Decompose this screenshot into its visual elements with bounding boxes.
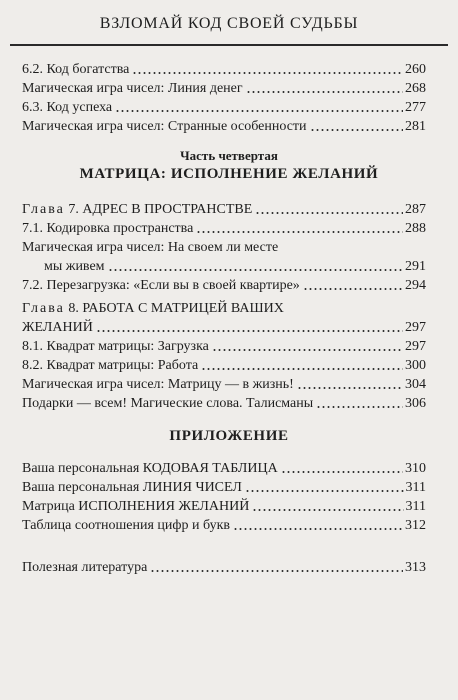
leader-dots (196, 220, 403, 234)
toc-entry[interactable]: мы живем 291 (44, 259, 426, 274)
toc-entry[interactable]: Магическая игра чисел: Линия денег 268 (22, 81, 426, 96)
appendix-title: ПРИЛОЖЕНИЕ (169, 428, 289, 444)
toc-entry[interactable]: 7.1. Кодировка пространства 288 (22, 221, 426, 236)
toc-entry[interactable]: Ваша персональная КОДОВАЯ ТАБЛИЦА 310 (22, 461, 426, 476)
chapter-prefix: Глава (22, 202, 65, 217)
leader-dots (132, 61, 403, 75)
part-title: МАТРИЦА: ИСПОЛНЕНИЕ ЖЕЛАНИЙ (79, 166, 379, 182)
toc-entry[interactable]: Подарки — всем! Магические слова. Талисманы 306 (22, 396, 426, 411)
toc-entry[interactable]: 8.2. Квадрат матрицы: Работа 300 (22, 358, 426, 373)
toc-entry[interactable]: Ваша персональная ЛИНИЯ ЧИСЕЛ 311 (22, 480, 426, 495)
book-title: ВЗЛОМАЙ КОД СВОЕЙ СУДЬБЫ (99, 15, 359, 32)
leader-dots (212, 338, 403, 352)
leader-dots (246, 80, 403, 94)
header-rule (10, 44, 448, 46)
chapter-entry[interactable]: Глава 7. АДРЕС В ПРОСТРАНСТВЕ 287 (22, 202, 426, 217)
leader-dots (297, 376, 403, 390)
leader-dots (252, 498, 403, 512)
running-header (0, 0, 458, 44)
toc-entry-line1[interactable]: Магическая игра чисел: На своем ли месте (22, 240, 279, 255)
toc-entry[interactable]: 8.1. Квадрат матрицы: Загрузка 297 (22, 339, 426, 354)
part-subtitle: Часть четвертая (180, 148, 278, 163)
chapter-prefix: Глава (22, 301, 65, 316)
toc-entry[interactable]: Таблица соотношения цифр и букв 312 (22, 518, 426, 533)
toc-entry[interactable]: Матрица ИСПОЛНЕНИЯ ЖЕЛАНИЙ 311 (22, 499, 426, 514)
leader-dots (150, 559, 403, 573)
toc-entry[interactable]: 6.3. Код успеха 277 (22, 100, 426, 115)
toc-entry[interactable]: Магическая игра чисел: Странные особенности 281 (22, 119, 426, 134)
leader-dots (255, 201, 403, 215)
leader-dots (245, 479, 404, 493)
chapter-entry-line1[interactable]: Глава 8. РАБОТА С МАТРИЦЕЙ ВАШИХ (22, 301, 284, 316)
toc-entry[interactable]: 6.2. Код богатства 260 (22, 62, 426, 77)
leader-dots (316, 395, 403, 409)
leader-dots (233, 517, 403, 531)
leader-dots (310, 118, 403, 132)
toc-entry-literature[interactable]: Полезная литература 313 (22, 560, 426, 575)
leader-dots (96, 319, 403, 333)
leader-dots (115, 99, 403, 113)
chapter-entry[interactable]: ЖЕЛАНИЙ 297 (22, 320, 426, 335)
leader-dots (281, 460, 403, 474)
leader-dots (108, 258, 403, 272)
leader-dots (201, 357, 403, 371)
leader-dots (303, 277, 403, 291)
toc-entry[interactable]: Магическая игра чисел: Матрицу — в жизнь! 304 (22, 377, 426, 392)
toc-entry[interactable]: 7.2. Перезагрузка: «Если вы в своей квартире» 294 (22, 278, 426, 293)
